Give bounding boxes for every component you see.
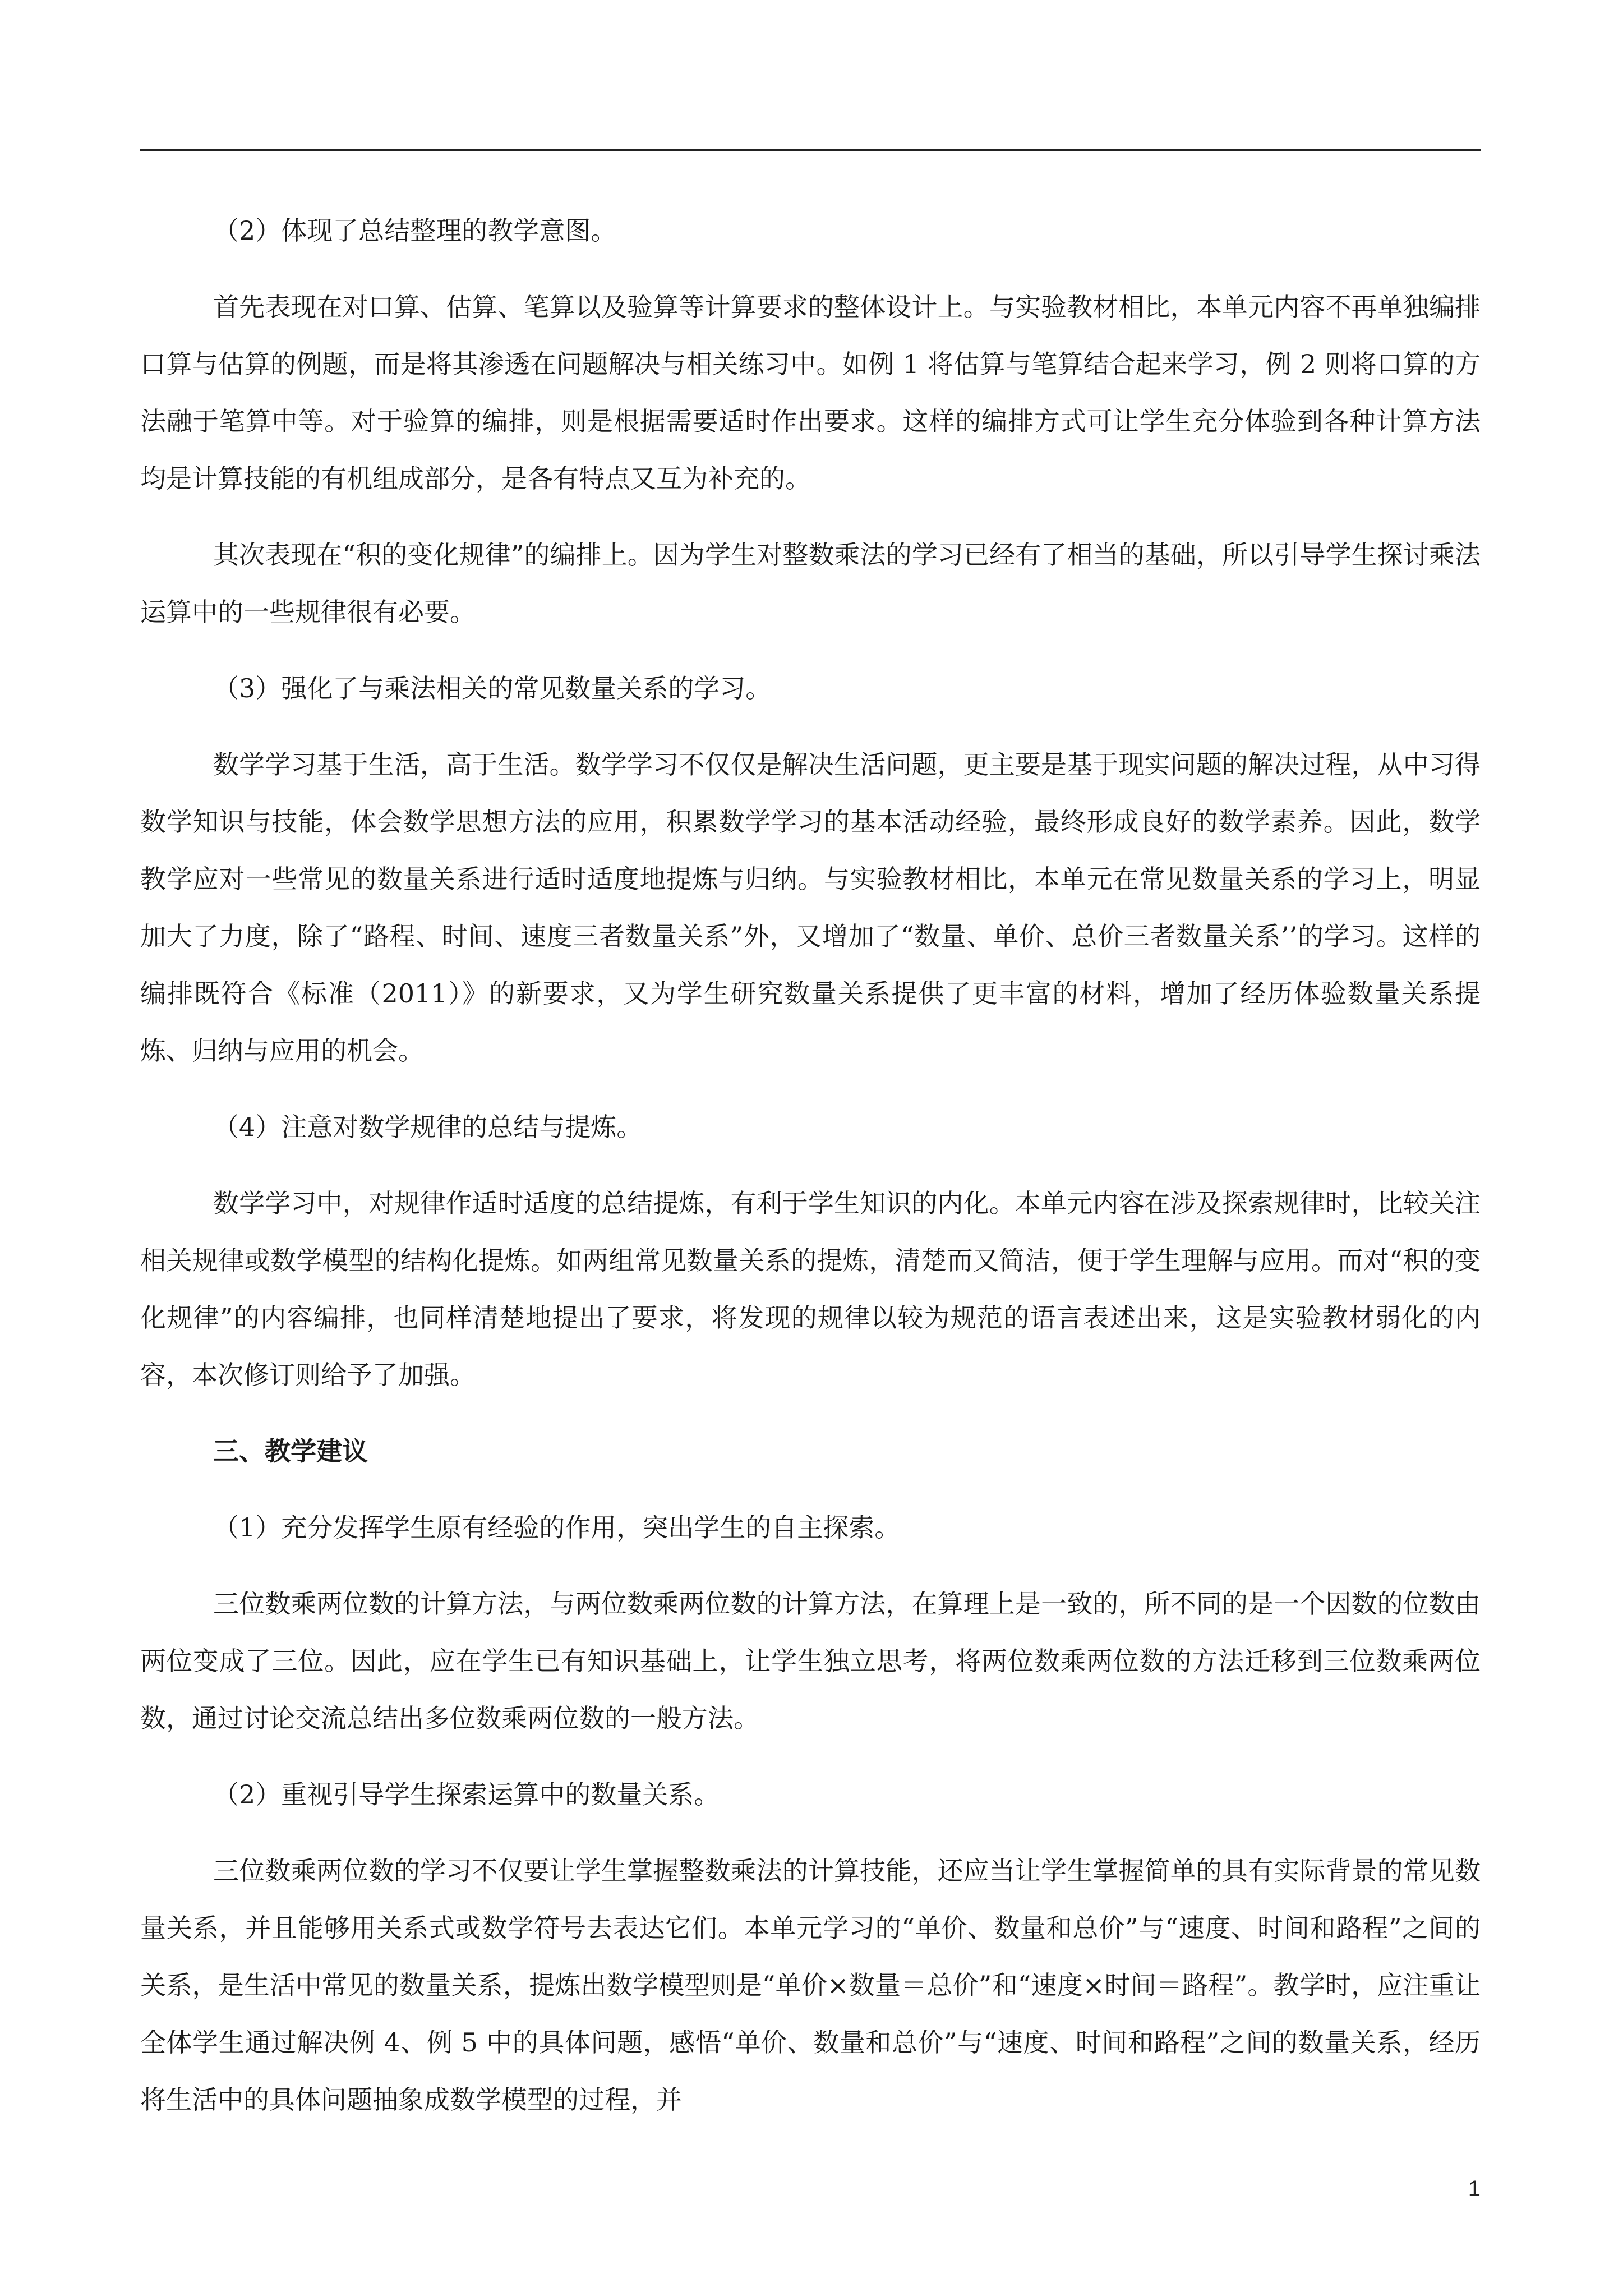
header-rule — [140, 149, 1481, 151]
paragraph: （1）充分发挥学生原有经验的作用，突出学生的自主探索。 — [213, 1512, 901, 1543]
paragraph: 首先表现在对口算、估算、笔算以及验算等计算要求的整体设计上。与实验教材相比，本单元内容不再单独编排口算与估算的例题，而是将其渗透在问题解决与相关练习中。如例 1 将估算与笔算结合起来学习，例 2 则将口算的方法融于笔算中等。对于验算的编排，则是根据需要适时作出要求。这样的编排方式可让学生充分体验到各种计算方法均是计算技能的有机组成部分，是各有特点又互为补充的。 — [140, 292, 1481, 494]
paragraph: 其次表现在“积的变化规律”的编排上。因为学生对整数乘法的学习已经有了相当的基础，所以引导学生探讨乘法运算中的一些规律很有必要。 — [140, 540, 1481, 627]
page-number: 1 — [1468, 2177, 1481, 2201]
paragraph: 三位数乘两位数的学习不仅要让学生掌握整数乘法的计算技能，还应当让学生掌握简单的具有实际背景的常见数量关系，并且能够用关系式或数学符号去表达它们。本单元学习的“单价、数量和总价”与“速度、时间和路程”之间的关系，是生活中常见的数量关系，提炼出数学模型则是“单价×数量＝总价”和“速度×时间＝路程”。教学时，应注重让全体学生通过解决例 4、例 5 中的具体问题，感悟“单价、数量和总价”与“速度、时间和路程”之间的数量关系，经历将生活中的具体问题抽象成数学模型的过程，并 — [140, 1856, 1481, 2115]
paragraph: （2）重视引导学生探索运算中的数量关系。 — [213, 1779, 720, 1810]
paragraph: 数学学习基于生活，高于生活。数学学习不仅仅是解决生活问题，更主要是基于现实问题的解决过程，从中习得数学知识与技能，体会数学思想方法的应用，积累数学学习的基本活动经验，最终形成良好的数学素养。因此，数学教学应对一些常见的数量关系进行适时适度地提炼与归纳。与实验教材相比，本单元在常见数量关系的学习上，明显加大了力度，除了“路程、时间、速度三者数量关系”外，又增加了“数量、单价、总价三者数量关系’’的学习。这样的编排既符合《标准（2011）》的新要求，又为学生研究数量关系提供了更丰富的材料，增加了经历体验数量关系提炼、归纳与应用的机会。 — [140, 749, 1481, 1066]
document-body — [140, 202, 1481, 2147]
paragraph: 数学学习中，对规律作适时适度的总结提炼，有利于学生知识的内化。本单元内容在涉及探索规律时，比较关注相关规律或数学模型的结构化提炼。如两组常见数量关系的提炼，清楚而又简洁，便于学生理解与应用。而对“积的变化规律”的内容编排，也同样清楚地提出了要求，将发现的规律以较为规范的语言表述出来，这是实验教材弱化的内容，本次修订则给予了加强。 — [140, 1188, 1481, 1390]
paragraph: 三位数乘两位数的计算方法，与两位数乘两位数的计算方法，在算理上是一致的，所不同的是一个因数的位数由两位变成了三位。因此，应在学生已有知识基础上，让学生独立思考，将两位数乘两位数的方法迁移到三位数乘两位数，通过讨论交流总结出多位数乘两位数的一般方法。 — [140, 1589, 1481, 1733]
paragraph: （2）体现了总结整理的教学意图。 — [213, 215, 617, 246]
section-heading: 三、教学建议 — [213, 1436, 368, 1466]
paragraph: （3）强化了与乘法相关的常见数量关系的学习。 — [213, 673, 772, 703]
paragraph: （4）注意对数学规律的总结与提炼。 — [213, 1112, 643, 1142]
